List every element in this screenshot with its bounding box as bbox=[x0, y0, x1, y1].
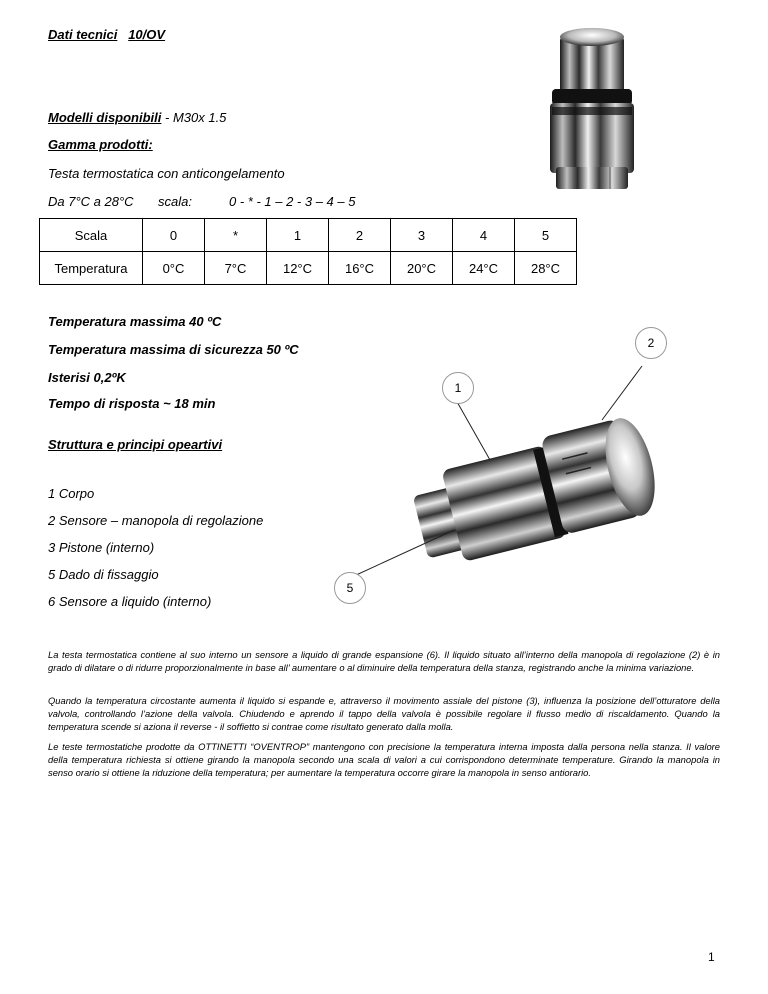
spec-max-safety-temp: Temperatura massima di sicurezza 50 ºC bbox=[48, 342, 299, 357]
table-cell: 28°C bbox=[515, 252, 577, 285]
table-cell: 0 bbox=[143, 219, 205, 252]
title-code: 10/OV bbox=[128, 27, 166, 42]
table-cell: 4 bbox=[453, 219, 515, 252]
callout-1: 1 bbox=[442, 372, 474, 404]
structure-item: 2 Sensore – manopola di regolazione bbox=[48, 513, 264, 528]
table-cell: * bbox=[205, 219, 267, 252]
spec-max-temp: Temperatura massima 40 ºC bbox=[48, 314, 222, 329]
table-row-temperatura bbox=[40, 252, 577, 285]
callout-2: 2 bbox=[635, 327, 667, 359]
range-product: Testa termostatica con anticongelamento bbox=[48, 166, 285, 181]
thermostat-head-upright-image bbox=[538, 25, 648, 193]
structure-item: 1 Corpo bbox=[48, 486, 95, 501]
range-scale-label: scala: bbox=[158, 194, 192, 209]
table-cell: 16°C bbox=[329, 252, 391, 285]
table-cell: 2 bbox=[329, 219, 391, 252]
table-cell: 5 bbox=[515, 219, 577, 252]
callout-5: 5 bbox=[334, 572, 366, 604]
range-scale-values: 0 - * - 1 – 2 - 3 – 4 – 5 bbox=[229, 194, 356, 209]
structure-item: 3 Pistone (interno) bbox=[48, 540, 155, 555]
table-cell: 3 bbox=[391, 219, 453, 252]
table-cell-label: Temperatura bbox=[40, 252, 143, 285]
table-cell: 24°C bbox=[453, 252, 515, 285]
models-value: - M30x 1.5 bbox=[161, 110, 227, 125]
range-heading: Gamma prodotti: bbox=[48, 137, 153, 152]
spec-response-time: Tempo di risposta ~ 18 min bbox=[48, 396, 216, 411]
range-span: Da 7°C a 28°C bbox=[48, 194, 134, 209]
structure-item: 6 Sensore a liquido (interno) bbox=[48, 594, 212, 609]
table-cell: 7°C bbox=[205, 252, 267, 285]
table-cell: 20°C bbox=[391, 252, 453, 285]
thermostat-head-diagram-image bbox=[330, 320, 680, 600]
table-cell: 0°C bbox=[143, 252, 205, 285]
page-number: 1 bbox=[708, 950, 715, 964]
structure-item: 5 Dado di fissaggio bbox=[48, 567, 159, 582]
paragraph: Quando la temperatura circostante aumenta il liquido si espande e, attraverso il movimento assiale del pistone (3), influenza la posizione dell’otturatore della valvola, controllando l’azione della valvola. Chiudendo e aprendo il tappo della valvola è possibile regolare il flusso medio di riscaldamento. Quando la temperatura scende si aziona il reverse - il soffietto si contrae come risultato generato dalla molla. bbox=[48, 695, 720, 732]
paragraph: La testa termostatica contiene al suo interno un sensore a liquido di grande espansione (6). Il liquido situato all’interno della manopola di regolazione (2) è in grado di dilatare o di ridurre proporzionalmente in base all’ aumentare o al diminuire della temperatura della stanza, registrando anche la minima variazione. bbox=[48, 649, 720, 673]
doc-title bbox=[48, 27, 165, 42]
models-label: Modelli disponibili bbox=[48, 110, 162, 125]
models-line bbox=[48, 110, 226, 125]
table-cell: 1 bbox=[267, 219, 329, 252]
table-row-scala bbox=[40, 219, 577, 252]
scale-temperature-table bbox=[39, 218, 577, 285]
paragraph: Le teste termostatiche prodotte da OTTINETTI “OVENTROP” mantengono con precisione la temperatura interna imposta dalla persona nella stanza. Il valore della temperatura richiesta si ottiene girando la manopola secondo una scala di valori a cui corrispondono determinate temperature. Girando la manopola in senso orario si ottiene la riduzione della temperatura; per aumentare la temperatura occorre girare la manopola in senso antiorario. bbox=[48, 741, 720, 778]
table-cell: 12°C bbox=[267, 252, 329, 285]
spec-hysteresis: Isterisi 0,2ºK bbox=[48, 370, 126, 385]
title-label: Dati tecnici bbox=[48, 27, 118, 42]
structure-heading: Struttura e principi opeartivi bbox=[48, 437, 223, 452]
table-cell-label: Scala bbox=[40, 219, 143, 252]
